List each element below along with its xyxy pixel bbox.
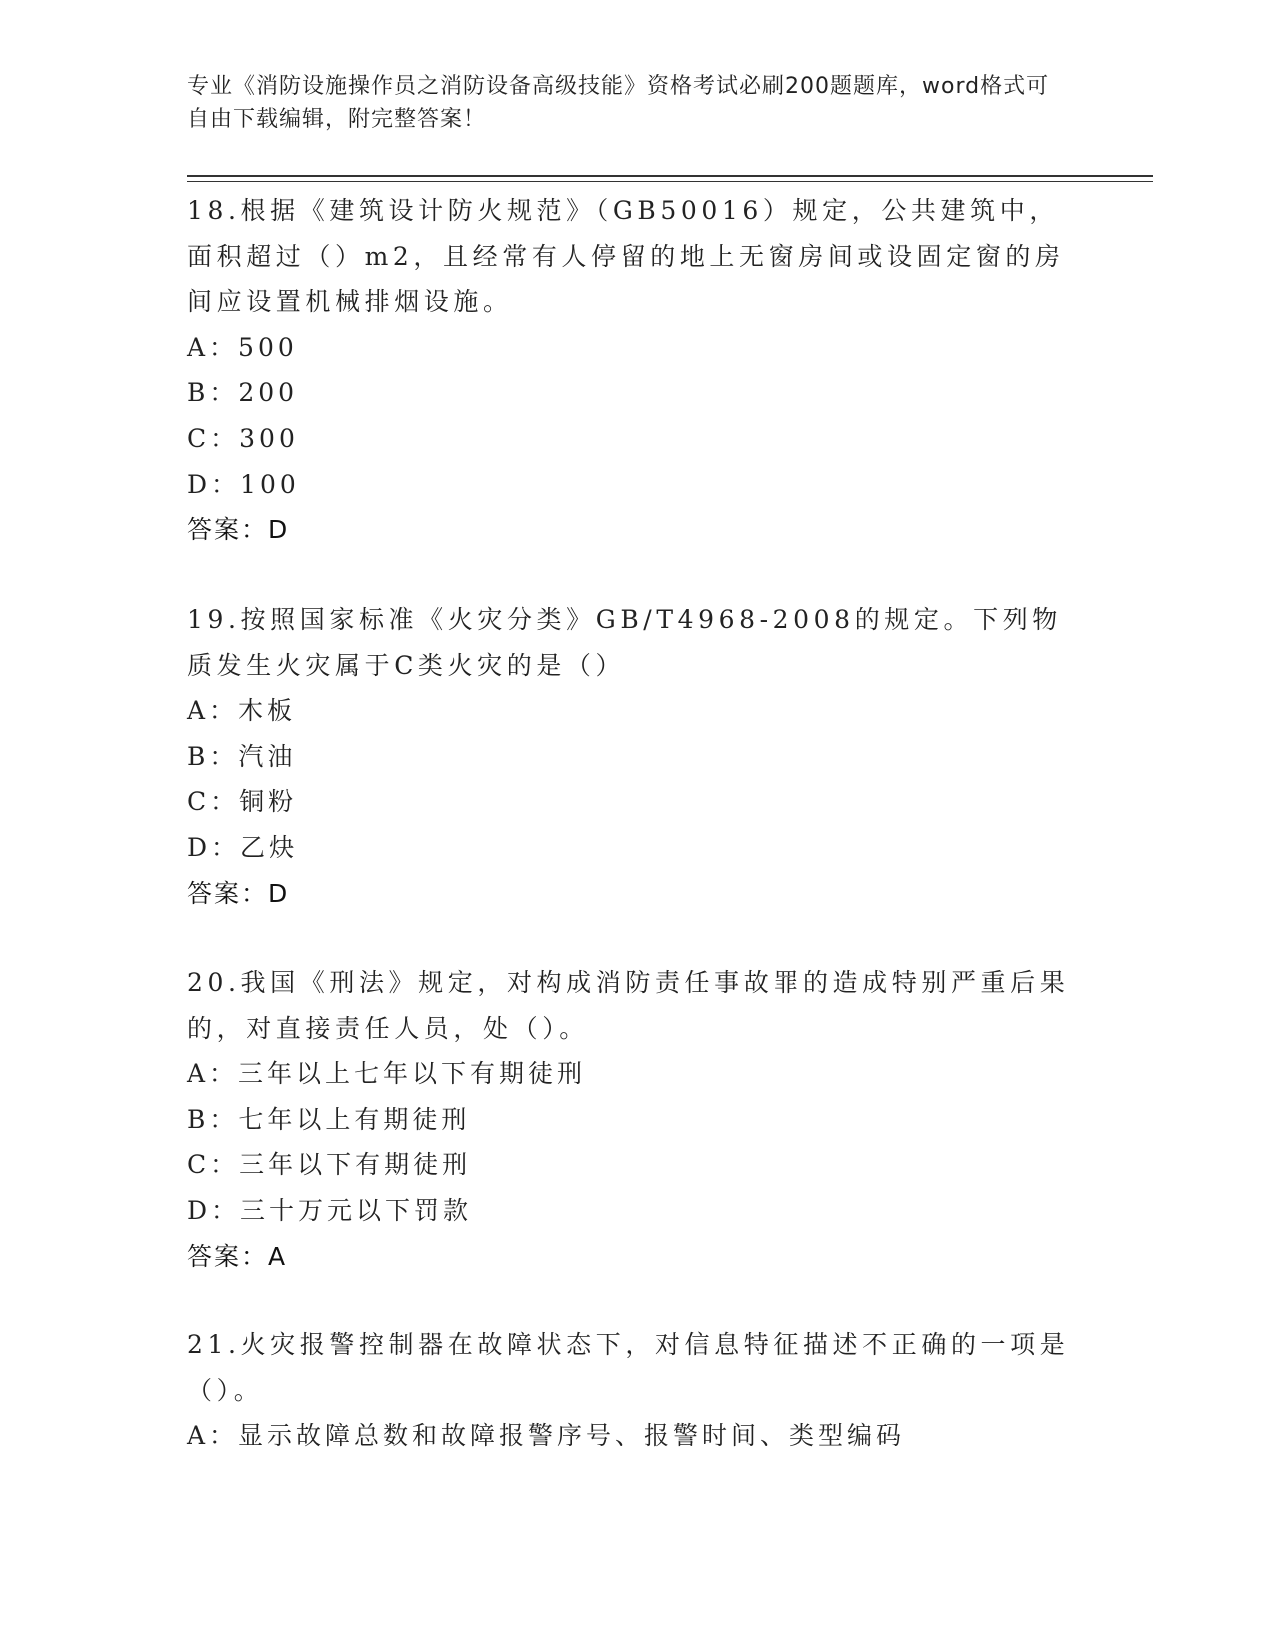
question-19 [187, 597, 1077, 916]
answer: 答案：A [187, 1241, 288, 1271]
question-18 [187, 188, 1077, 553]
answer: 答案：D [187, 515, 290, 545]
option-a: A：500 [187, 332, 298, 362]
option-d: D：100 [187, 469, 300, 499]
option-d: D：乙炔 [187, 832, 299, 862]
option-c: C：三年以下有期徒刑 [187, 1150, 472, 1180]
question-20 [187, 960, 1077, 1279]
question-21 [187, 1322, 1077, 1459]
question-stem: 18.根据《建筑设计防火规范》（GB50016）规定，公共建筑中，面积超过（）m2，且经常有人停留的地上无窗房间或设固定窗的房间应设置机械排烟设施。 [187, 196, 1065, 317]
question-stem: 20.我国《刑法》规定，对构成消防责任事故罪的造成特别严重后果的，对直接责任人员，处（）。 [187, 968, 1070, 1043]
option-a: A：显示故障总数和故障报警序号、报警时间、类型编码 [187, 1421, 906, 1451]
question-stem: 19.按照国家标准《火灾分类》GB/T4968-2008的规定。下列物质发生火灾属于C类火灾的是（） [187, 605, 1062, 680]
question-stem: 21.火灾报警控制器在故障状态下，对信息特征描述不正确的一项是（）。 [187, 1330, 1070, 1405]
option-b: B：七年以上有期徒刑 [187, 1104, 471, 1134]
option-c: C：铜粉 [187, 787, 298, 817]
option-b: B：汽油 [187, 741, 297, 771]
header-divider-bottom [187, 181, 1153, 182]
option-d: D：三十万元以下罚款 [187, 1195, 473, 1225]
option-c: C：300 [187, 423, 299, 453]
option-a: A：木板 [187, 696, 297, 726]
option-a: A：三年以上七年以下有期徒刑 [187, 1059, 587, 1089]
header-divider-top [187, 175, 1153, 177]
option-b: B：200 [187, 378, 299, 408]
answer: 答案：D [187, 878, 290, 908]
document-header: 专业《消防设施操作员之消防设备高级技能》资格考试必刷200题题库，word格式可自由下载编辑，附完整答案！ [187, 74, 1050, 132]
